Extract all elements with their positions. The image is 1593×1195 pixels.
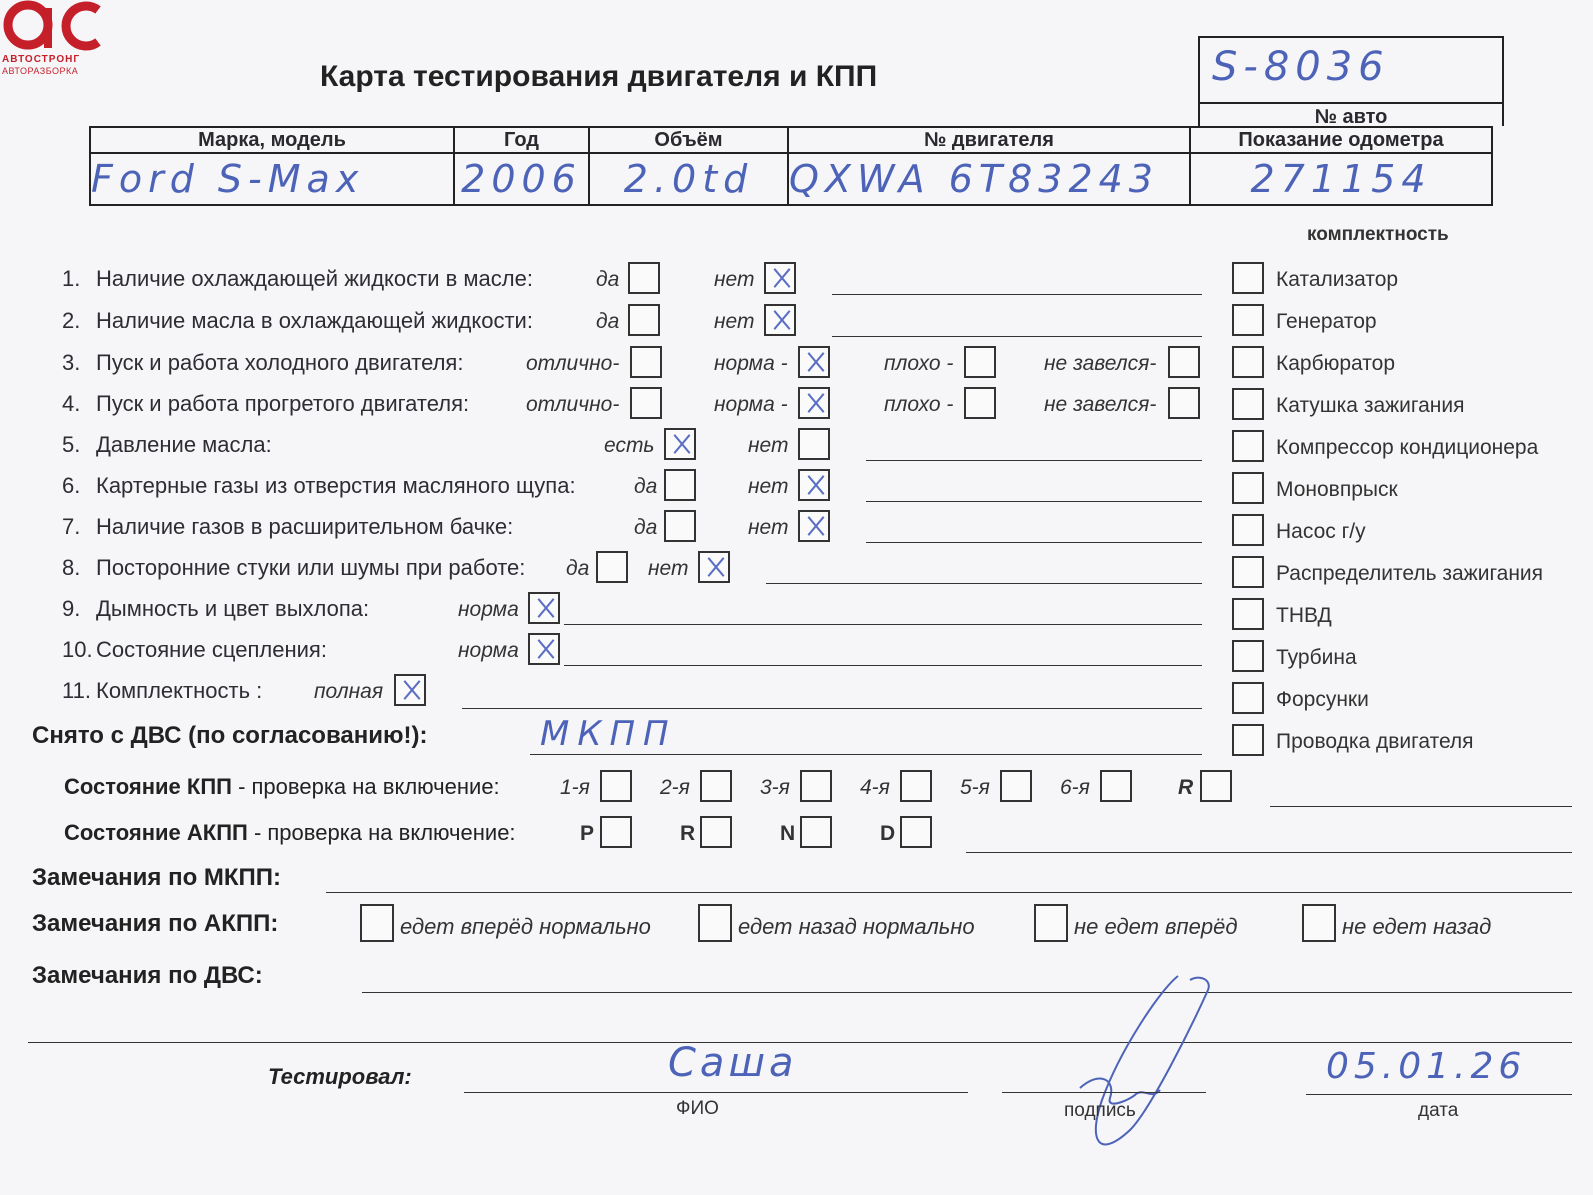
mode-checkbox[interactable] <box>800 816 832 848</box>
checkbox-yes[interactable] <box>628 304 660 336</box>
header-label-engine-number: № двигателя <box>788 127 1190 153</box>
checkbox-not-started[interactable] <box>1168 387 1200 419</box>
checkbox-normal-checked[interactable] <box>528 592 560 624</box>
gear-label: 1-я <box>560 776 590 799</box>
remarks-akpp-label: Замечания по АКПП: <box>32 910 279 937</box>
item-text: Наличие газов в расширительном бачке: <box>96 514 514 539</box>
gear-label: 2-я <box>660 776 690 799</box>
komplekt-item: Катушка зажигания <box>1276 394 1465 417</box>
item-text: Картерные газы из отверстия масляного щупа: <box>96 473 576 498</box>
header-value-engine-number: QXWA 6T83243 <box>788 153 1190 205</box>
akpp-option: не едет назад <box>1342 914 1492 939</box>
item-number: 10. <box>62 637 93 662</box>
option-label: нет <box>748 434 789 457</box>
checkbox-excellent[interactable] <box>630 346 662 378</box>
tester-name-line[interactable] <box>464 1092 968 1093</box>
komplekt-checkbox[interactable] <box>1232 430 1264 462</box>
mode-label: N <box>780 822 796 845</box>
item-text: Пуск и работа прогретого двигателя: <box>96 391 470 416</box>
test-item-1 <box>62 266 533 292</box>
auto-number-label: № авто <box>1200 102 1502 130</box>
test-item-9 <box>62 596 369 622</box>
test-item-7 <box>62 514 513 540</box>
gear-checkbox[interactable] <box>600 770 632 802</box>
remarks-dvs-label: Замечания по ДВС: <box>32 962 263 989</box>
akpp-option: не едет вперёд <box>1074 914 1238 939</box>
gear-label: 4-я <box>860 776 890 799</box>
akpp-no-forward-checkbox[interactable] <box>1034 904 1068 942</box>
checkbox-bad[interactable] <box>964 346 996 378</box>
option-label: плохо - <box>884 352 954 375</box>
auto-number: S-8036 <box>1212 44 1390 90</box>
signature-mark <box>1040 970 1240 1170</box>
checkbox-not-started[interactable] <box>1168 346 1200 378</box>
test-item-11 <box>62 678 262 704</box>
komplekt-item: Распределитель зажигания <box>1276 562 1544 585</box>
fio-label: ФИО <box>676 1098 719 1119</box>
signature-line[interactable] <box>1002 1092 1206 1093</box>
akpp-option: едет вперёд нормально <box>400 914 651 939</box>
option-label: да <box>634 475 658 498</box>
akpp-forward-ok-checkbox[interactable] <box>360 904 394 942</box>
logo-line2: АВТОРАЗБОРКА <box>2 66 79 76</box>
remarks-dvs-line-2[interactable] <box>28 1042 1572 1043</box>
mode-label: D <box>880 822 896 845</box>
gear-label: 6-я <box>1060 776 1090 799</box>
komplekt-checkbox[interactable] <box>1232 388 1264 420</box>
kpp-check-label <box>64 774 500 800</box>
comment-line[interactable] <box>766 583 1202 584</box>
page-title: Карта тестирования двигателя и КПП <box>320 60 878 93</box>
signature-label: подпись <box>1064 1100 1136 1121</box>
checkbox-full-checked[interactable] <box>394 674 426 706</box>
komplekt-item: Форсунки <box>1276 688 1369 711</box>
item-number: 2. <box>62 308 81 333</box>
logo-line1: АВТОСТРОНГ <box>2 54 80 65</box>
removed-from-engine-label: Снято с ДВС (по согласованию!): <box>32 722 428 749</box>
option-label: нет <box>714 310 755 333</box>
comment-line[interactable] <box>564 624 1202 625</box>
item-number: 6. <box>62 473 81 498</box>
mode-checkbox[interactable] <box>900 816 932 848</box>
checkbox-yes[interactable] <box>628 262 660 294</box>
test-item-4 <box>62 391 469 417</box>
komplekt-item: Проводка двигателя <box>1276 730 1474 753</box>
item-number: 7. <box>62 514 81 539</box>
komplekt-checkbox[interactable] <box>1232 304 1264 336</box>
item-text: Посторонние стуки или шумы при работе: <box>96 555 526 580</box>
item-text: Давление масла: <box>96 432 272 457</box>
header-value-model: Ford S-Max <box>90 153 454 205</box>
test-item-3 <box>62 350 463 376</box>
akpp-check-label <box>64 820 516 846</box>
option-label: норма <box>458 639 519 662</box>
item-number: 11. <box>62 678 91 703</box>
tested-by-label: Тестировал: <box>268 1064 412 1089</box>
option-label: нет <box>714 268 755 291</box>
date-line[interactable] <box>1306 1094 1572 1095</box>
option-label: отлично- <box>526 393 620 416</box>
gear-checkbox[interactable] <box>800 770 832 802</box>
item-number: 5. <box>62 432 81 457</box>
checkbox-normal-checked[interactable] <box>528 633 560 665</box>
checkbox-yes[interactable] <box>664 510 696 542</box>
komplekt-item: Турбина <box>1276 646 1357 669</box>
comment-line[interactable] <box>832 336 1202 337</box>
comment-line[interactable] <box>564 665 1202 666</box>
item-number: 1. <box>62 266 81 291</box>
checkbox-yes-checked[interactable] <box>664 428 696 460</box>
komplekt-item: Катализатор <box>1276 268 1399 291</box>
test-date: 05.01.26 <box>1326 1046 1527 1087</box>
test-item-8 <box>62 555 525 581</box>
comment-line[interactable] <box>832 294 1202 295</box>
item-text: Комплектность : <box>96 678 263 703</box>
komplekt-checkbox[interactable] <box>1232 262 1264 294</box>
option-label: нет <box>648 557 689 580</box>
date-label: дата <box>1418 1100 1459 1121</box>
test-item-5 <box>62 432 272 458</box>
checkbox-bad[interactable] <box>964 387 996 419</box>
komplekt-checkbox[interactable] <box>1232 724 1264 756</box>
akpp-option: едет назад нормально <box>738 914 975 939</box>
vehicle-header-table <box>89 126 1493 206</box>
option-label: не завелся- <box>1044 393 1157 416</box>
header-value-volume: 2.0td <box>589 153 788 205</box>
option-label: полная <box>314 680 384 703</box>
test-item-6 <box>62 473 576 499</box>
checkbox-no-checked[interactable] <box>698 551 730 583</box>
option-label: нет <box>748 475 789 498</box>
akpp-no-back-checkbox[interactable] <box>1302 904 1336 942</box>
komplekt-title: комплектность <box>1307 224 1449 245</box>
comment-line[interactable] <box>866 542 1202 543</box>
test-item-2 <box>62 308 533 334</box>
item-text: Пуск и работа холодного двигателя: <box>96 350 464 375</box>
tester-name: Саша <box>668 1040 798 1086</box>
checkbox-excellent[interactable] <box>630 387 662 419</box>
item-text: Наличие масла в охлаждающей жидкости: <box>96 308 533 333</box>
komplekt-checkbox[interactable] <box>1232 640 1264 672</box>
komplekt-item: Моновпрыск <box>1276 478 1398 501</box>
option-label: норма <box>458 598 519 621</box>
remarks-dvs-line[interactable] <box>362 992 1572 993</box>
mode-label: R <box>680 822 696 845</box>
option-label: нет <box>748 516 789 539</box>
mode-checkbox[interactable] <box>600 816 632 848</box>
comment-line[interactable] <box>866 460 1202 461</box>
comment-line[interactable] <box>462 708 1202 709</box>
item-number: 9. <box>62 596 81 621</box>
option-label: норма - <box>714 393 788 416</box>
item-text: Состояние сцепления: <box>96 637 327 662</box>
option-label: да <box>596 268 620 291</box>
checkbox-yes[interactable] <box>664 469 696 501</box>
gear-checkbox[interactable] <box>700 770 732 802</box>
checkbox-no-checked[interactable] <box>764 262 796 294</box>
item-number: 4. <box>62 391 81 416</box>
kpp-label-rest: - проверка на включение: <box>231 774 500 799</box>
gear-checkbox[interactable] <box>1200 770 1232 802</box>
gear-checkbox[interactable] <box>1100 770 1132 802</box>
gear-checkbox[interactable] <box>1000 770 1032 802</box>
komplekt-checkbox[interactable] <box>1232 472 1264 504</box>
checkbox-normal-checked[interactable] <box>798 387 830 419</box>
komplekt-item: Карбюратор <box>1276 352 1396 375</box>
kpp-label-bold: Состояние КПП <box>64 774 232 799</box>
checkbox-no[interactable] <box>798 428 830 460</box>
remarks-mkpp-line[interactable] <box>326 892 1572 893</box>
komplekt-checkbox[interactable] <box>1232 556 1264 588</box>
header-value-odometer: 271154 <box>1190 153 1492 205</box>
checkbox-no-checked[interactable] <box>764 304 796 336</box>
item-number: 3. <box>62 350 81 375</box>
checkbox-no-checked[interactable] <box>798 469 830 501</box>
header-value-year: 2006 <box>454 153 589 205</box>
option-label: плохо - <box>884 393 954 416</box>
header-label-model: Марка, модель <box>90 127 454 153</box>
comment-line[interactable] <box>866 501 1202 502</box>
komplekt-checkbox[interactable] <box>1232 598 1264 630</box>
akpp-label-bold: Состояние АКПП <box>64 820 248 845</box>
akpp-label-rest: - проверка на включение: <box>247 820 516 845</box>
header-label-year: Год <box>454 127 589 153</box>
gear-label: 5-я <box>960 776 990 799</box>
gear-label: 3-я <box>760 776 790 799</box>
komplekt-item: Насос г/у <box>1276 520 1366 543</box>
checkbox-no-checked[interactable] <box>798 510 830 542</box>
checkbox-yes[interactable] <box>596 551 628 583</box>
remarks-mkpp-label: Замечания по МКПП: <box>32 864 282 891</box>
kpp-comment-line[interactable] <box>1270 806 1572 807</box>
komplekt-item: ТНВД <box>1276 604 1332 627</box>
test-item-10 <box>62 637 327 663</box>
komplekt-item: Генератор <box>1276 310 1377 333</box>
option-label: есть <box>604 434 655 457</box>
option-label: отлично- <box>526 352 620 375</box>
komplekt-checkbox[interactable] <box>1232 514 1264 546</box>
akpp-comment-line[interactable] <box>966 852 1572 853</box>
checkbox-normal-checked[interactable] <box>798 346 830 378</box>
auto-number-box <box>1198 36 1504 126</box>
removed-from-engine-line[interactable] <box>530 754 1202 755</box>
item-text: Дымность и цвет выхлопа: <box>96 596 370 621</box>
option-label: да <box>566 557 590 580</box>
header-label-volume: Объём <box>589 127 788 153</box>
komplekt-checkbox[interactable] <box>1232 346 1264 378</box>
item-number: 8. <box>62 555 81 580</box>
gear-checkbox[interactable] <box>900 770 932 802</box>
akpp-back-ok-checkbox[interactable] <box>698 904 732 942</box>
header-label-odometer: Показание одометра <box>1190 127 1492 153</box>
komplekt-checkbox[interactable] <box>1232 682 1264 714</box>
mode-label: P <box>580 822 595 845</box>
option-label: да <box>596 310 620 333</box>
option-label: норма - <box>714 352 788 375</box>
item-text: Наличие охлаждающей жидкости в масле: <box>96 266 533 291</box>
option-label: да <box>634 516 658 539</box>
mode-checkbox[interactable] <box>700 816 732 848</box>
komplekt-item: Компрессор кондиционера <box>1276 436 1539 459</box>
option-label: не завелся- <box>1044 352 1157 375</box>
gear-label: R <box>1178 776 1194 799</box>
removed-from-engine-value: МКПП <box>540 714 677 754</box>
